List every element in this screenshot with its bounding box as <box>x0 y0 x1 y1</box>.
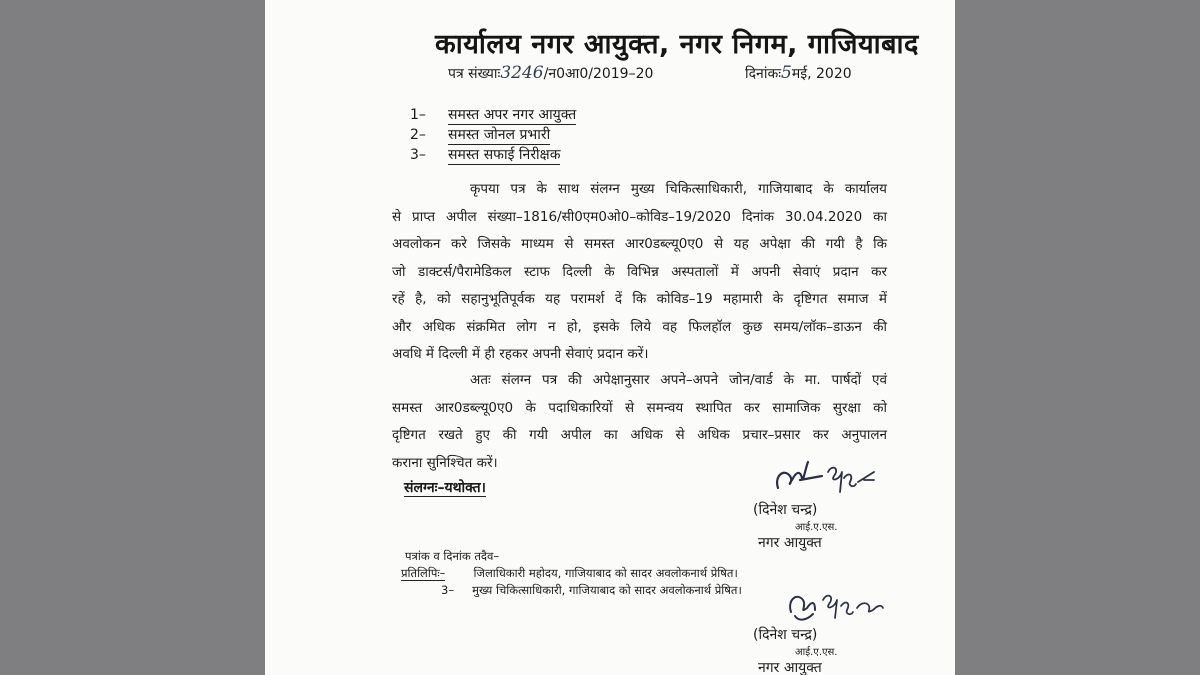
signatory-designation: आई.ए.एस. <box>795 647 838 658</box>
signatory-designation: आई.ए.एस. <box>795 522 838 533</box>
paragraph-line: अवधि में दिल्ली में ही रहकर अपनी सेवाएं प्रदान करें। <box>392 346 649 362</box>
copy-text: जिलाधिकारी महोदय, गाजियाबाद को सादर अवलोकनार्थ प्रेषित। <box>473 566 738 580</box>
handwritten-signature-1 <box>770 458 880 500</box>
copy-item-2 <box>441 583 742 598</box>
date-rest: मई, 2020 <box>791 66 852 82</box>
office-title: कार्यालय नगर आयुक्त, नगर निगम, गाजियाबाद <box>435 29 919 60</box>
ref-number-handwritten: 3246 <box>500 63 544 83</box>
signatory-post: नगर आयुक्त <box>758 535 822 551</box>
signature-block-2 <box>753 625 838 675</box>
addressee-item <box>410 145 560 164</box>
copy-text: मुख्य चिकित्साधिकारी, गाजियाबाद को सादर अवलोकनार्थ प्रेषित। <box>472 583 742 597</box>
paragraph-line: और अधिक संक्रमित लोग न हो, इसके लिये वह फिलहॉल कुछ समय/लॉक–डाऊन की <box>392 318 887 335</box>
copy-number: 3– <box>441 583 455 597</box>
addressee-text: समस्त सफाई निरीक्षक <box>448 147 561 163</box>
paragraph-line: कृपया पत्र के साथ संलग्न मुख्य चिकित्साधिकारी, गाजियाबाद के कार्यालय <box>470 181 887 197</box>
body-paragraph-1 <box>392 176 887 369</box>
enclosure-note <box>404 478 486 497</box>
copy-item-1 <box>401 566 738 581</box>
signature-block-1 <box>753 500 838 552</box>
signatory-name: (दिनेश चन्द्र) <box>753 502 818 518</box>
enclosure-text: संलग्नः–यथोक्त। <box>404 480 486 496</box>
paragraph-line: अवलोकन करे जिसके माध्यम से समस्त आर0डब्ल्यू0ए0 से यह अपेक्षा की गयी है कि <box>392 236 887 252</box>
addressee-item <box>410 125 550 144</box>
paragraph-line: रहें है, को सहानुभूतिपूर्वक यह परामर्श दें कि कोविड–19 महामारी के दृष्टिगत समाज में <box>392 291 887 307</box>
addressee-number: 2– <box>410 127 426 143</box>
ref-suffix: /न0आ0/2019–20 <box>543 66 654 82</box>
letter-page <box>265 0 955 675</box>
handwritten-signature-2 <box>785 588 885 626</box>
date-day-handwritten: 5 <box>781 63 792 83</box>
paragraph-line: दृष्टिगत रखते हुए की गयी अपील का अधिक से अधिक प्रचार–प्रसार कर अनुपालन <box>392 427 887 443</box>
paragraph-line: समस्त आर0डब्ल्यू0ए0 के पदाधिकारियों से समन्वय स्थापित कर सामाजिक सुरक्षा को <box>392 399 887 416</box>
paragraph-line: से प्राप्त अपील संख्या–1816/सी0एम0ओ0–कोविड–19/2020 दिनांक 30.04.2020 का <box>392 208 887 225</box>
date-prefix: दिनांकः <box>745 66 782 82</box>
addressee-text: समस्त जोनल प्रभारी <box>448 127 551 143</box>
paragraph-line: जो डाक्टर्स/पैरामेडिकल स्टाफ दिल्ली के विभिन्न अस्पतालों में अपनी सेवाएं प्रदान कर <box>392 263 887 280</box>
reference-number <box>448 63 653 83</box>
copy-heading: पत्रांक व दिनांक तदैव– <box>405 549 500 563</box>
addressee-text: समस्त अपर नगर आयुक्त <box>448 107 577 123</box>
copy-label: प्रतिलिपिः– <box>401 566 446 580</box>
addressee-number: 3– <box>410 147 426 163</box>
signatory-name: (दिनेश चन्द्र) <box>753 627 818 643</box>
addressee-number: 1– <box>410 107 426 123</box>
paragraph-line: कराना सुनिश्चित करें। <box>392 454 498 471</box>
addressee-item <box>410 105 576 124</box>
ref-prefix: पत्र संख्याः <box>448 66 501 82</box>
paragraph-line: अतः संलग्न पत्र की अपेक्षानुसार अपने–अपने जोन/वार्ड के मा. पार्षदों एवं <box>470 372 887 388</box>
signatory-post: नगर आयुक्त <box>758 660 822 675</box>
letter-date <box>745 63 852 83</box>
